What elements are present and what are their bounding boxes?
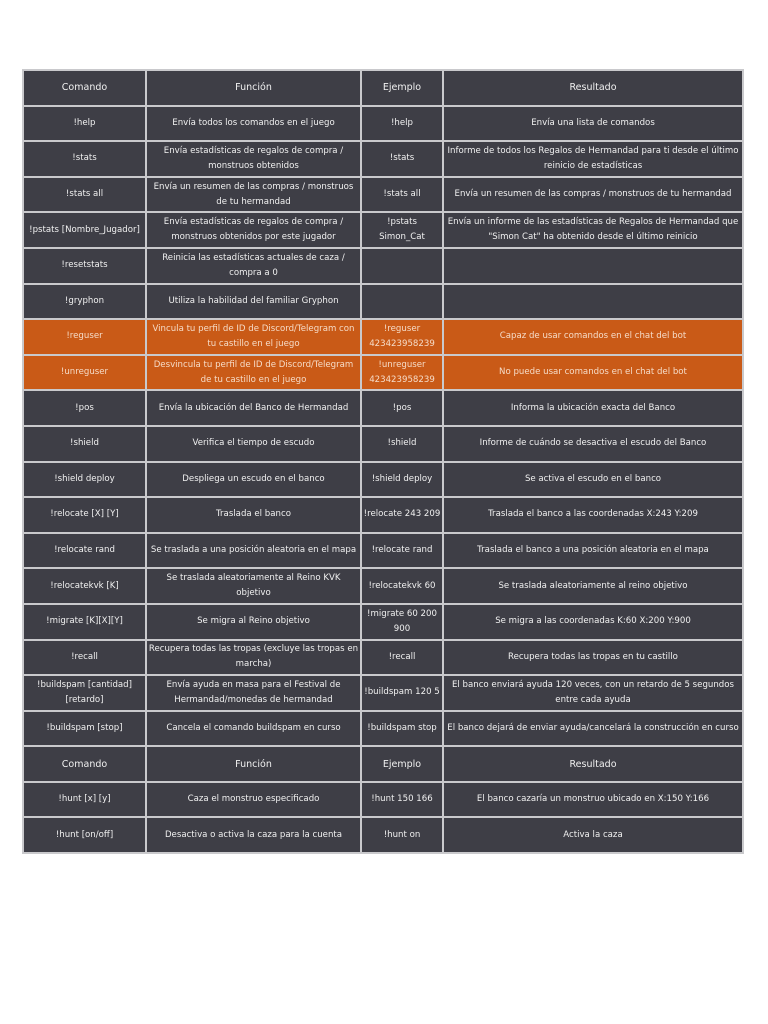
cell-function: Envía la ubicación del Banco de Hermandad: [146, 390, 361, 426]
header-cell-example: Ejemplo: [361, 746, 443, 782]
cell-function: Recupera todas las tropas (excluye las tropas en marcha): [146, 640, 361, 676]
cell-example: !hunt 150 166: [361, 782, 443, 818]
table-row: [23, 426, 743, 462]
cell-example: !buildspam 120 5: [361, 675, 443, 711]
cell-result: No puede usar comandos en el chat del bot: [443, 355, 743, 391]
table-row: [23, 640, 743, 676]
cell-result: Traslada el banco a las coordenadas X:243 Y:209: [443, 497, 743, 533]
cell-example: !recall: [361, 640, 443, 676]
cell-function: Reinicia las estadísticas actuales de caza / compra a 0: [146, 248, 361, 284]
table-header-row: [23, 746, 743, 782]
cell-command: !pos: [23, 390, 146, 426]
cell-command: !buildspam [stop]: [23, 711, 146, 747]
cell-command: !relocate rand: [23, 533, 146, 569]
cell-command: !hunt [x] [y]: [23, 782, 146, 818]
cell-result: Capaz de usar comandos en el chat del bot: [443, 319, 743, 355]
cell-command: !hunt [on/off]: [23, 817, 146, 853]
cell-example: !relocate rand: [361, 533, 443, 569]
cell-example: [361, 284, 443, 320]
cell-command: !pstats [Nombre_Jugador]: [23, 212, 146, 248]
cell-function: Envía un resumen de las compras / monstruos de tu hermandad: [146, 177, 361, 213]
commands-document: [22, 69, 742, 854]
header-cell-function: Función: [146, 746, 361, 782]
cell-function: Cancela el comando buildspam en curso: [146, 711, 361, 747]
cell-example: !stats: [361, 141, 443, 177]
table-row: [23, 106, 743, 142]
cell-result: Activa la caza: [443, 817, 743, 853]
cell-command: !resetstats: [23, 248, 146, 284]
cell-result: El banco cazaría un monstruo ubicado en X:150 Y:166: [443, 782, 743, 818]
cell-example: !shield: [361, 426, 443, 462]
header-cell-command: Comando: [23, 70, 146, 106]
cell-result: Envía un informe de las estadísticas de Regalos de Hermandad que "Simon Cat" ha obtenido desde el último reinicio: [443, 212, 743, 248]
cell-command: !shield deploy: [23, 462, 146, 498]
cell-command: !gryphon: [23, 284, 146, 320]
cell-command: !migrate [K][X][Y]: [23, 604, 146, 640]
cell-example: !unreguser 423423958239: [361, 355, 443, 391]
cell-example: !shield deploy: [361, 462, 443, 498]
cell-function: Envía estadísticas de regalos de compra / monstruos obtenidos: [146, 141, 361, 177]
table-row: [23, 497, 743, 533]
commands-table-body: [23, 70, 743, 853]
cell-command: !relocate [X] [Y]: [23, 497, 146, 533]
header-cell-function: Función: [146, 70, 361, 106]
cell-command: !unreguser: [23, 355, 146, 391]
cell-example: !migrate 60 200 900: [361, 604, 443, 640]
table-header-row: [23, 70, 743, 106]
cell-example: !pstats Simon_Cat: [361, 212, 443, 248]
cell-function: Desactiva o activa la caza para la cuenta: [146, 817, 361, 853]
cell-example: !relocate 243 209: [361, 497, 443, 533]
table-row: [23, 177, 743, 213]
table-row: [23, 604, 743, 640]
table-row: [23, 141, 743, 177]
cell-result: Se traslada aleatoriamente al reino objetivo: [443, 568, 743, 604]
cell-result: [443, 248, 743, 284]
cell-function: Caza el monstruo especificado: [146, 782, 361, 818]
cell-command: !shield: [23, 426, 146, 462]
cell-result: Envía un resumen de las compras / monstruos de tu hermandad: [443, 177, 743, 213]
cell-example: !relocatekvk 60: [361, 568, 443, 604]
cell-result: Se activa el escudo en el banco: [443, 462, 743, 498]
cell-example: !buildspam stop: [361, 711, 443, 747]
cell-command: !stats: [23, 141, 146, 177]
cell-result: [443, 284, 743, 320]
cell-function: Se migra al Reino objetivo: [146, 604, 361, 640]
cell-example: !reguser 423423958239: [361, 319, 443, 355]
cell-example: !stats all: [361, 177, 443, 213]
table-row: [23, 782, 743, 818]
table-row: [23, 533, 743, 569]
cell-example: !help: [361, 106, 443, 142]
cell-result: Traslada el banco a una posición aleatoria en el mapa: [443, 533, 743, 569]
header-cell-result: Resultado: [443, 70, 743, 106]
cell-command: !reguser: [23, 319, 146, 355]
cell-example: [361, 248, 443, 284]
header-cell-command: Comando: [23, 746, 146, 782]
table-row: [23, 462, 743, 498]
table-row: [23, 675, 743, 711]
table-row: [23, 711, 743, 747]
cell-function: Verifica el tiempo de escudo: [146, 426, 361, 462]
cell-command: !stats all: [23, 177, 146, 213]
cell-function: Se traslada aleatoriamente al Reino KVK objetivo: [146, 568, 361, 604]
cell-function: Envía todos los comandos en el juego: [146, 106, 361, 142]
cell-result: Se migra a las coordenadas K:60 X:200 Y:900: [443, 604, 743, 640]
cell-command: !recall: [23, 640, 146, 676]
cell-result: El banco dejará de enviar ayuda/cancelará la construcción en curso: [443, 711, 743, 747]
cell-function: Utiliza la habilidad del familiar Gryphon: [146, 284, 361, 320]
cell-command: !buildspam [cantidad] [retardo]: [23, 675, 146, 711]
cell-command: !help: [23, 106, 146, 142]
cell-function: Se traslada a una posición aleatoria en el mapa: [146, 533, 361, 569]
table-row-highlighted: [23, 319, 743, 355]
header-cell-result: Resultado: [443, 746, 743, 782]
cell-command: !relocatekvk [K]: [23, 568, 146, 604]
table-row: [23, 817, 743, 853]
table-row: [23, 248, 743, 284]
commands-table: [22, 69, 744, 854]
cell-function: Desvincula tu perfil de ID de Discord/Telegram de tu castillo en el juego: [146, 355, 361, 391]
cell-result: El banco enviará ayuda 120 veces, con un retardo de 5 segundos entre cada ayuda: [443, 675, 743, 711]
cell-result: Informa la ubicación exacta del Banco: [443, 390, 743, 426]
table-row: [23, 568, 743, 604]
cell-function: Vincula tu perfil de ID de Discord/Telegram con tu castillo en el juego: [146, 319, 361, 355]
cell-result: Recupera todas las tropas en tu castillo: [443, 640, 743, 676]
cell-example: !pos: [361, 390, 443, 426]
cell-result: Envía una lista de comandos: [443, 106, 743, 142]
table-row: [23, 390, 743, 426]
cell-example: !hunt on: [361, 817, 443, 853]
cell-result: Informe de todos los Regalos de Hermandad para ti desde el último reinicio de estadísticas: [443, 141, 743, 177]
header-cell-example: Ejemplo: [361, 70, 443, 106]
table-row: [23, 284, 743, 320]
cell-result: Informe de cuándo se desactiva el escudo del Banco: [443, 426, 743, 462]
cell-function: Envía ayuda en masa para el Festival de Hermandad/monedas de hermandad: [146, 675, 361, 711]
table-row-highlighted: [23, 355, 743, 391]
cell-function: Traslada el banco: [146, 497, 361, 533]
cell-function: Envía estadísticas de regalos de compra / monstruos obtenidos por este jugador: [146, 212, 361, 248]
cell-function: Despliega un escudo en el banco: [146, 462, 361, 498]
table-row: [23, 212, 743, 248]
